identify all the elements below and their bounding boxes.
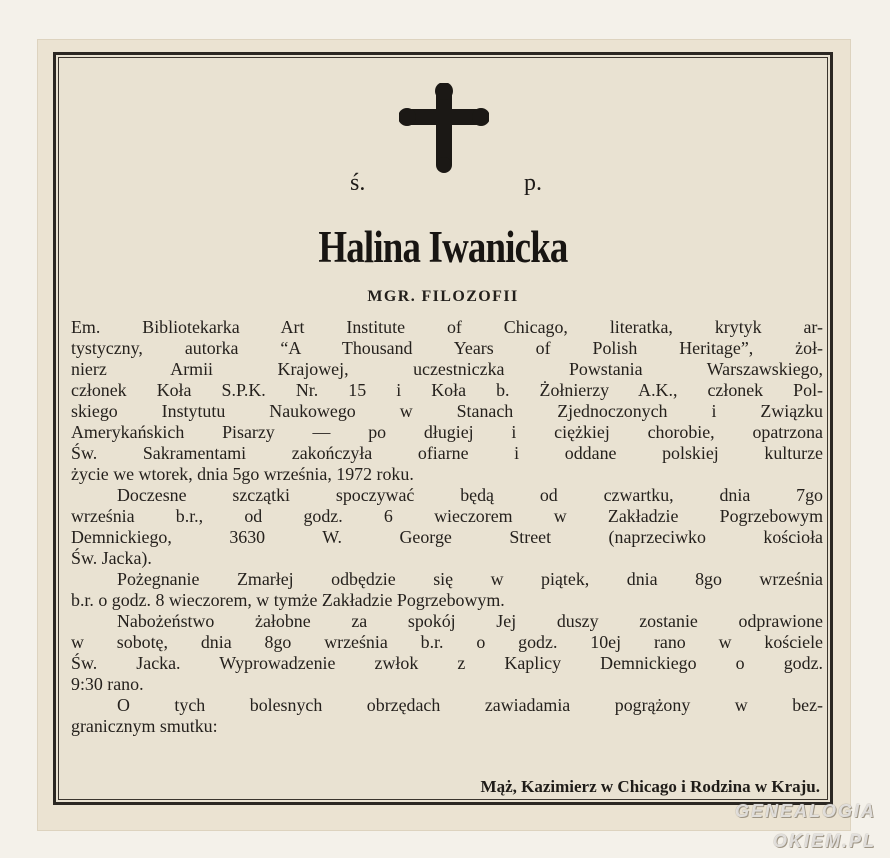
text-line: tystyczny, autorka “A Thousand Years of Polish Heritage”, żoł- [71,338,823,358]
text-line: Św. Jacka. Wyprowadzenie zwłok z Kaplicy Demnickiego o godz. [71,653,823,673]
academic-degree: MGR. FILOZOFII [367,288,519,305]
text-line: O tych bolesnych obrzędach zawiadamia pogrążony w bez- [117,695,823,715]
abbr-pamieci: p. [524,170,542,196]
paragraph-biography [71,317,823,485]
text-line: Demnickiego, 3630 W. George Street (naprzeciwko kościoła [71,527,823,547]
obituary-frame [53,52,833,805]
text-line: 9:30 rano. [71,674,144,694]
watermark-line: OKIEM.PL [772,831,876,851]
abbr-swietej: ś. [350,170,366,196]
text-line: Em. Bibliotekarka Art Institute of Chicago, literatka, krytyk ar- [71,317,823,337]
text-line: Doczesne szczątki spoczywać będą od czwartku, dnia 7go [117,485,823,505]
watermark [735,796,876,856]
text-line: Św. Sakramentami zakończyła ofiarne i oddane polskiej kulturze [71,443,823,463]
text-line: b.r. o godz. 8 wieczorem, w tymże Zakładzie Pogrzebowym. [71,590,505,610]
text-line: września b.r., od godz. 6 wieczorem w Zakładzie Pogrzebowym [71,506,823,526]
paragraph-farewell [71,569,823,611]
obituary-body [71,317,823,737]
text-line: Pożegnanie Zmarłej odbędzie się w piątek, dnia 8go września [117,569,823,589]
paragraph-viewing [71,485,823,569]
text-line: w sobotę, dnia 8go września b.r. o godz. 10ej rano w kościele [71,632,823,652]
text-line: Nabożeństwo żałobne za spokój Jej duszy zostanie odprawione [117,611,823,631]
text-line: życie we wtorek, dnia 5go września, 1972 roku. [71,464,414,484]
text-line: nierz Armii Krajowej, uczestniczka Powstania Warszawskiego, [71,359,823,379]
signature-line: Mąż, Kazimierz w Chicago i Rodzina w Kraju. [480,777,820,796]
paragraph-mass [71,611,823,695]
paragraph-announcement [71,695,823,737]
text-line: skiego Instytutu Naukowego w Stanach Zjednoczonych i Związku [71,401,823,421]
cross-icon [399,83,489,173]
text-line: Św. Jacka). [71,548,152,568]
watermark-line: GENEALOGIA [734,801,876,821]
text-line: granicznym smutku: [71,716,218,736]
deceased-name: Halina Iwanicka [318,222,568,272]
text-line: członek Koła S.P.K. Nr. 15 i Koła b. Żołnierzy A.K., członek Pol- [71,380,823,400]
newspaper-clipping [38,40,850,830]
text-line: Amerykańskich Pisarzy — po długiej i ciężkiej chorobie, opatrzona [71,422,823,442]
